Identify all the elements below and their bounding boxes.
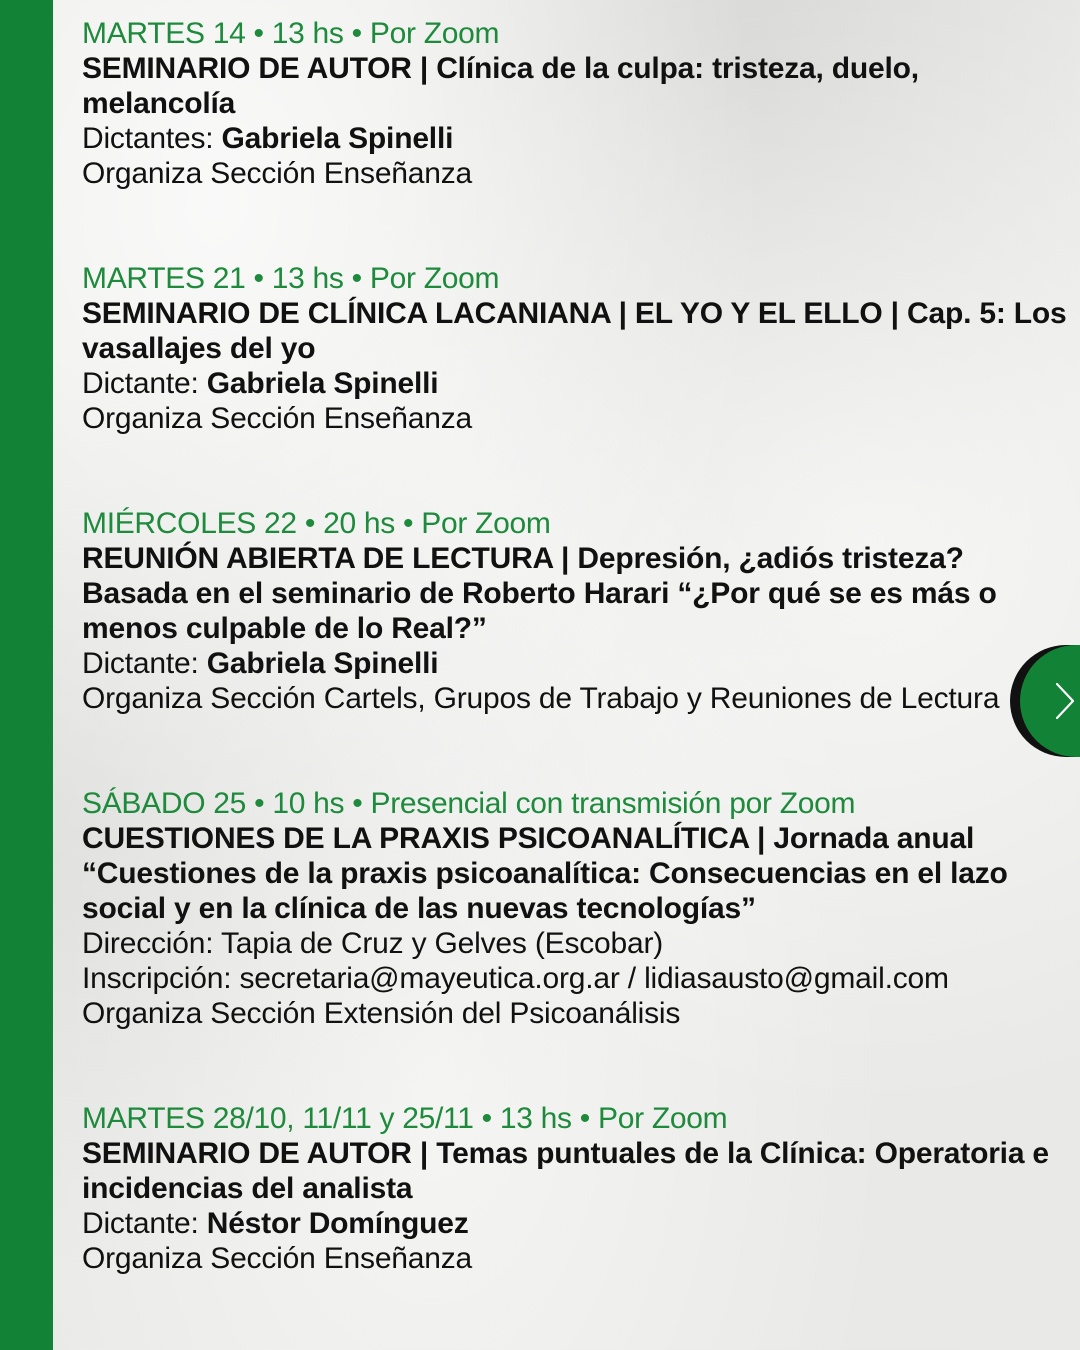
speaker-label: Dictante: <box>82 1207 207 1240</box>
event-item <box>82 1101 1072 1276</box>
event-title: REUNIÓN ABIERTA DE LECTURA | Depresión, ¿adiós tristeza? Basada en el seminario de Roberto Harari “¿Por qué se es más o menos culpable de lo Real?” <box>82 542 997 645</box>
event-organizer: Organiza Sección Enseñanza <box>82 157 473 190</box>
event-date: MARTES 21 • 13 hs • Por Zoom <box>82 262 500 295</box>
event-speaker <box>82 366 1072 401</box>
event-item <box>82 786 1072 1031</box>
event-date: MIÉRCOLES 22 • 20 hs • Por Zoom <box>82 507 551 540</box>
event-title: SEMINARIO DE AUTOR | Clínica de la culpa: tristeza, duelo, melancolía <box>82 52 919 120</box>
speaker-label: Dictante: <box>82 367 207 400</box>
speaker-name: Néstor Domínguez <box>206 1207 469 1240</box>
speaker-label: Dictante: <box>82 647 207 680</box>
event-date: MARTES 14 • 13 hs • Por Zoom <box>82 17 500 50</box>
event-date: MARTES 28/10, 11/11 y 25/11 • 13 hs • Por Zoom <box>82 1102 728 1135</box>
event-organizer: Organiza Sección Cartels, Grupos de Trabajo y Reuniones de Lectura <box>82 682 1000 715</box>
speaker-label: Dictantes: <box>82 122 222 155</box>
speaker-name: Gabriela Spinelli <box>206 367 439 400</box>
event-address: Dirección: Tapia de Cruz y Gelves (Escobar) <box>82 927 664 960</box>
event-speaker <box>82 121 1072 156</box>
next-slide-button[interactable] <box>1010 645 1080 757</box>
event-organizer: Organiza Sección Enseñanza <box>82 1242 473 1275</box>
event-registration: Inscripción: secretaria@mayeutica.org.ar / lidiasausto@gmail.com <box>82 962 949 995</box>
event-item <box>82 16 1072 191</box>
speaker-name: Gabriela Spinelli <box>206 647 439 680</box>
event-organizer: Organiza Sección Extensión del Psicoanálisis <box>82 997 681 1030</box>
event-title: SEMINARIO DE AUTOR | Temas puntuales de la Clínica: Operatoria e incidencias del analista <box>82 1137 1049 1205</box>
event-organizer: Organiza Sección Enseñanza <box>82 402 473 435</box>
speaker-name: Gabriela Spinelli <box>221 122 454 155</box>
chevron-right-icon <box>1054 681 1076 721</box>
event-speaker <box>82 1206 1072 1241</box>
event-title: SEMINARIO DE CLÍNICA LACANIANA | EL YO Y EL ELLO | Cap. 5: Los vasallajes del yo <box>82 297 1067 365</box>
event-item <box>82 261 1072 436</box>
event-speaker <box>82 646 1072 681</box>
event-date: SÁBADO 25 • 10 hs • Presencial con transmisión por Zoom <box>82 787 856 820</box>
event-title: CUESTIONES DE LA PRAXIS PSICOANALÍTICA | Jornada anual “Cuestiones de la praxis psicoanalítica: Consecuencias en el lazo social y en la clínica de las nuevas tecnologías” <box>82 822 1008 925</box>
events-list <box>82 16 1072 1276</box>
left-accent-bar <box>0 0 53 1350</box>
event-item <box>82 506 1072 716</box>
